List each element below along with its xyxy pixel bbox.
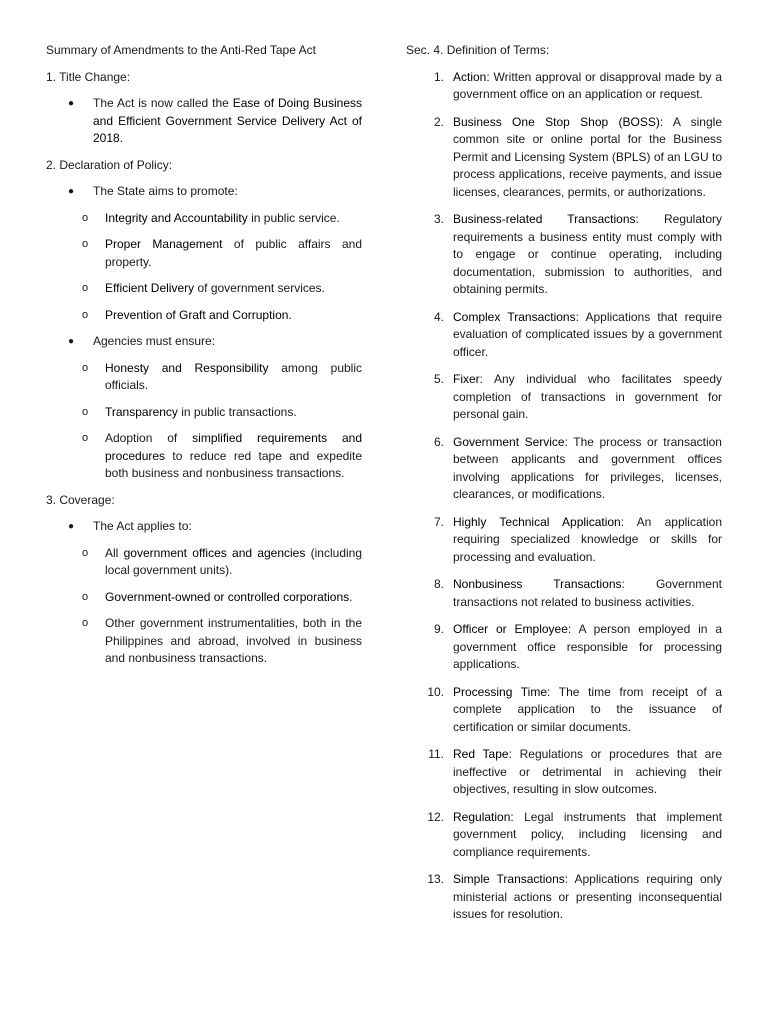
circle-bullet-icon: o [82,617,89,629]
policy-bullet-state: ● The State aims to promote: [46,183,362,201]
title-change-bullet: ● The Act is now called the Ease of Doing Business and Efficient Government Service Delivery Act of 2018. [68,96,362,145]
coverage-subitem: o Other government instrumentalities, both in the Philippines and abroad, involved in business and nonbusiness transactions. [82,616,362,665]
definition-item: 8. Nonbusiness Transactions: Government transactions not related to business activities. [433,577,722,609]
definition-item: 6. Government Service: The process or transaction between applicants and government offices involving applications for privileges, licenses, clearances, or modifications. [433,434,722,501]
circle-bullet-icon: o [82,590,89,603]
document-title: Summary of Amendments to the Anti-Red Tape Act [46,43,316,57]
policy-bullet-agencies: ● Agencies must ensure: [46,333,362,351]
circle-bullet-icon: o [82,546,89,559]
circle-bullet-icon: o [82,361,89,374]
section-title-change-heading: 1. Title Change: [46,69,131,84]
right-column [406,42,722,934]
bullet-icon: ● [68,336,75,347]
definition-item: 4. Complex Transactions: Applications that require evaluation of complicated issues by a government officer. [433,309,723,359]
definition-item: 3. Business-related Transactions: Regulatory requirements a business entity must comply with to engage or continue operating, including documentation, submission to authorities, and obtaining permits. [433,212,723,296]
circle-bullet-icon: o [82,211,89,224]
definition-item: 9. Officer or Employee: A person employed in a government office responsible for processing applications. [433,622,723,671]
policy-subitem: o Proper Management of public affairs and property. [82,237,362,269]
definition-item: 10. Processing Time: The time from receipt of a complete application to the issuance of certification or similar documents. [427,684,723,734]
definition-item: 7. Highly Technical Application: An application requiring specialized knowledge or skills for processing and evaluation. [433,514,722,564]
definition-item: 12. Regulation: Legal instruments that implement government policy, including licensing and compliance requirements. [427,809,722,859]
section-policy-heading: 2. Declaration of Policy: [46,157,173,172]
circle-bullet-icon: o [82,238,89,250]
circle-bullet-icon: o [82,405,89,418]
agency-subitem: o Adoption of simplified requirements and procedures to reduce red tape and expedite both business and nonbusiness transactions. [82,431,362,480]
circle-bullet-icon: o [82,432,89,444]
policy-subitem: o Prevention of Graft and Corruption. [46,307,362,325]
section-coverage-heading: 3. Coverage: [46,492,115,507]
bullet-icon: ● [68,98,75,109]
definition-item: 11. Red Tape: Regulations or procedures that are ineffective or detrimental in achieving their objectives, resulting in slow outcomes. [428,747,722,796]
bullet-icon: ● [68,521,75,532]
circle-bullet-icon: o [82,308,89,321]
definition-item: 5. Fixer: Any individual who facilitates speedy completion of transactions in government for personal gain. [433,372,722,421]
definition-item: 13. Simple Transactions: Applications requiring only ministerial actions or presenting inconsequential issues for resolution. [427,872,722,921]
definitions-heading: Sec. 4. Definition of Terms: [406,43,550,57]
circle-bullet-icon: o [82,282,89,294]
coverage-bullet: ● The Act applies to: [46,518,362,536]
agency-subitem: o Transparency in public transactions. [46,404,362,422]
policy-subitem: o Efficient Delivery of government services. [46,280,362,298]
definition-item: 2. Business One Stop Shop (BOSS): A single common site or online portal for the Business Permit and Licensing System (BPLS) of an LGU to process applications, receive payments, and issue licenses, clearances, permits, or authorizations. [433,114,722,199]
left-column [46,42,362,677]
coverage-subitem: o Government-owned or controlled corporations. [46,589,362,607]
definition-item: 1. Action: Written approval or disapproval made by a government office on an application or request. [433,69,722,101]
agency-subitem: o Honesty and Responsibility among public officials. [82,360,362,392]
bullet-icon: ● [68,186,75,197]
coverage-subitem: o All government offices and agencies (including local government units). [82,545,363,577]
policy-subitem: o Integrity and Accountability in public service. [46,210,362,228]
